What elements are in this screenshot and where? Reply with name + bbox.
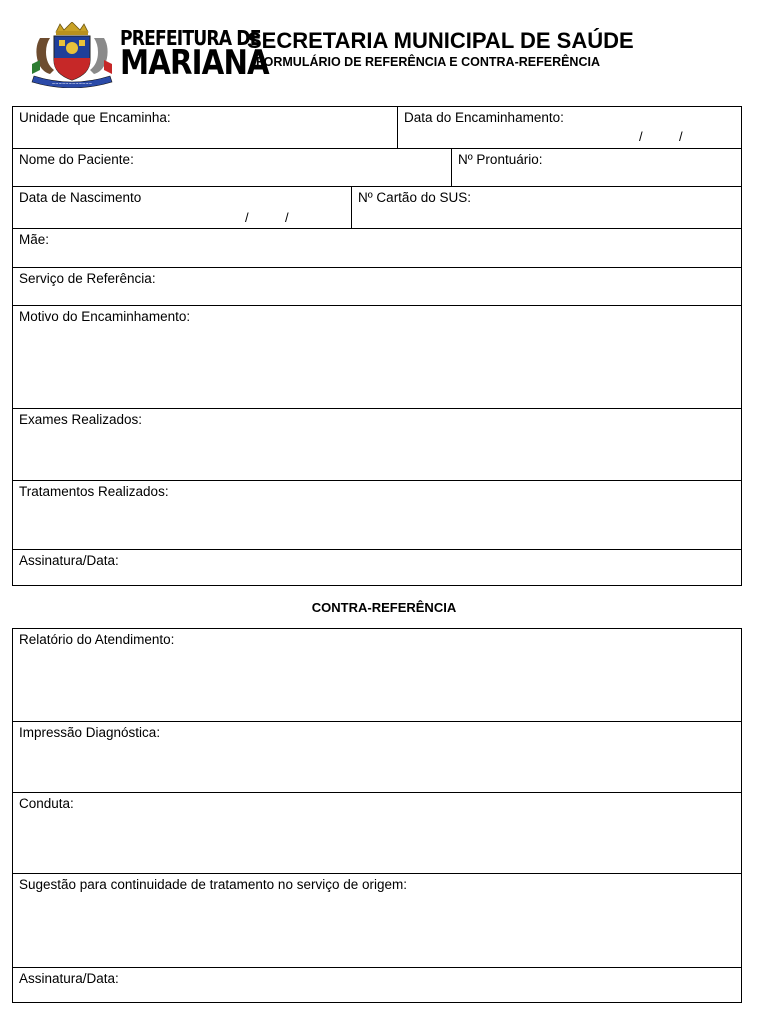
- mae-label: Mãe:: [19, 232, 50, 247]
- svg-text:~~~~~~~~~~~~: ~~~~~~~~~~~~: [51, 81, 93, 86]
- logo-line-1: PREFEITURA DE: [120, 26, 261, 50]
- prontuario-field[interactable]: [451, 149, 741, 186]
- page-title: SECRETARIA MUNICIPAL DE SAÚDE: [247, 28, 634, 53]
- nome-paciente-field[interactable]: [13, 149, 451, 186]
- assinatura-label: Assinatura/Data:: [19, 553, 119, 568]
- contra-referencia-form: [12, 628, 742, 1003]
- row-motivo[interactable]: [13, 306, 741, 409]
- data-encaminhamento-label: Data do Encaminhamento:: [404, 110, 564, 125]
- assinatura-contra-label: Assinatura/Data:: [19, 971, 119, 986]
- impressao-label: Impressão Diagnóstica:: [19, 725, 161, 740]
- conduta-label: Conduta:: [19, 796, 74, 811]
- referencia-form: [12, 106, 742, 586]
- prontuario-label: Nº Prontuário:: [458, 152, 543, 167]
- prefeitura-logo: [26, 22, 269, 88]
- row-tratamentos[interactable]: [13, 481, 741, 550]
- date-separator: /: [245, 210, 249, 225]
- page-subtitle: FORMULÁRIO DE REFERÊNCIA E CONTRA-REFERÊNCIA: [256, 55, 600, 69]
- row-nome: [13, 149, 741, 187]
- date-separator: /: [285, 210, 289, 225]
- row-exames[interactable]: [13, 409, 741, 481]
- motivo-label: Motivo do Encaminhamento:: [19, 309, 191, 324]
- nome-paciente-label: Nome do Paciente:: [19, 152, 134, 167]
- row-unidade: [13, 107, 741, 149]
- coat-of-arms-icon: [26, 22, 118, 88]
- unidade-field[interactable]: [13, 107, 397, 148]
- data-nascimento-field[interactable]: [13, 187, 351, 228]
- row-assinatura[interactable]: [13, 550, 741, 585]
- tratamentos-label: Tratamentos Realizados:: [19, 484, 169, 499]
- date-separator: /: [639, 129, 643, 144]
- page-header: [0, 0, 768, 100]
- date-separator: /: [679, 129, 683, 144]
- row-impressao[interactable]: [13, 722, 741, 793]
- row-servico[interactable]: [13, 268, 741, 306]
- cartao-sus-field[interactable]: [351, 187, 741, 228]
- cartao-sus-label: Nº Cartão do SUS:: [358, 190, 471, 205]
- row-assinatura-contra[interactable]: [13, 968, 741, 1002]
- logo-line-2: MARIANA: [120, 43, 269, 83]
- row-conduta[interactable]: [13, 793, 741, 874]
- servico-label: Serviço de Referência:: [19, 271, 156, 286]
- row-relatorio[interactable]: [13, 629, 741, 722]
- exames-label: Exames Realizados:: [19, 412, 143, 427]
- data-encaminhamento-field[interactable]: [397, 107, 741, 148]
- relatorio-label: Relatório do Atendimento:: [19, 632, 175, 647]
- row-mae[interactable]: [13, 229, 741, 268]
- data-nascimento-label: Data de Nascimento: [19, 190, 142, 205]
- unidade-label: Unidade que Encaminha:: [19, 110, 171, 125]
- sugestao-label: Sugestão para continuidade de tratamento no serviço de origem:: [19, 877, 407, 892]
- contra-referencia-title: CONTRA-REFERÊNCIA: [311, 600, 457, 615]
- row-nascimento: [13, 187, 741, 229]
- row-sugestao[interactable]: [13, 874, 741, 968]
